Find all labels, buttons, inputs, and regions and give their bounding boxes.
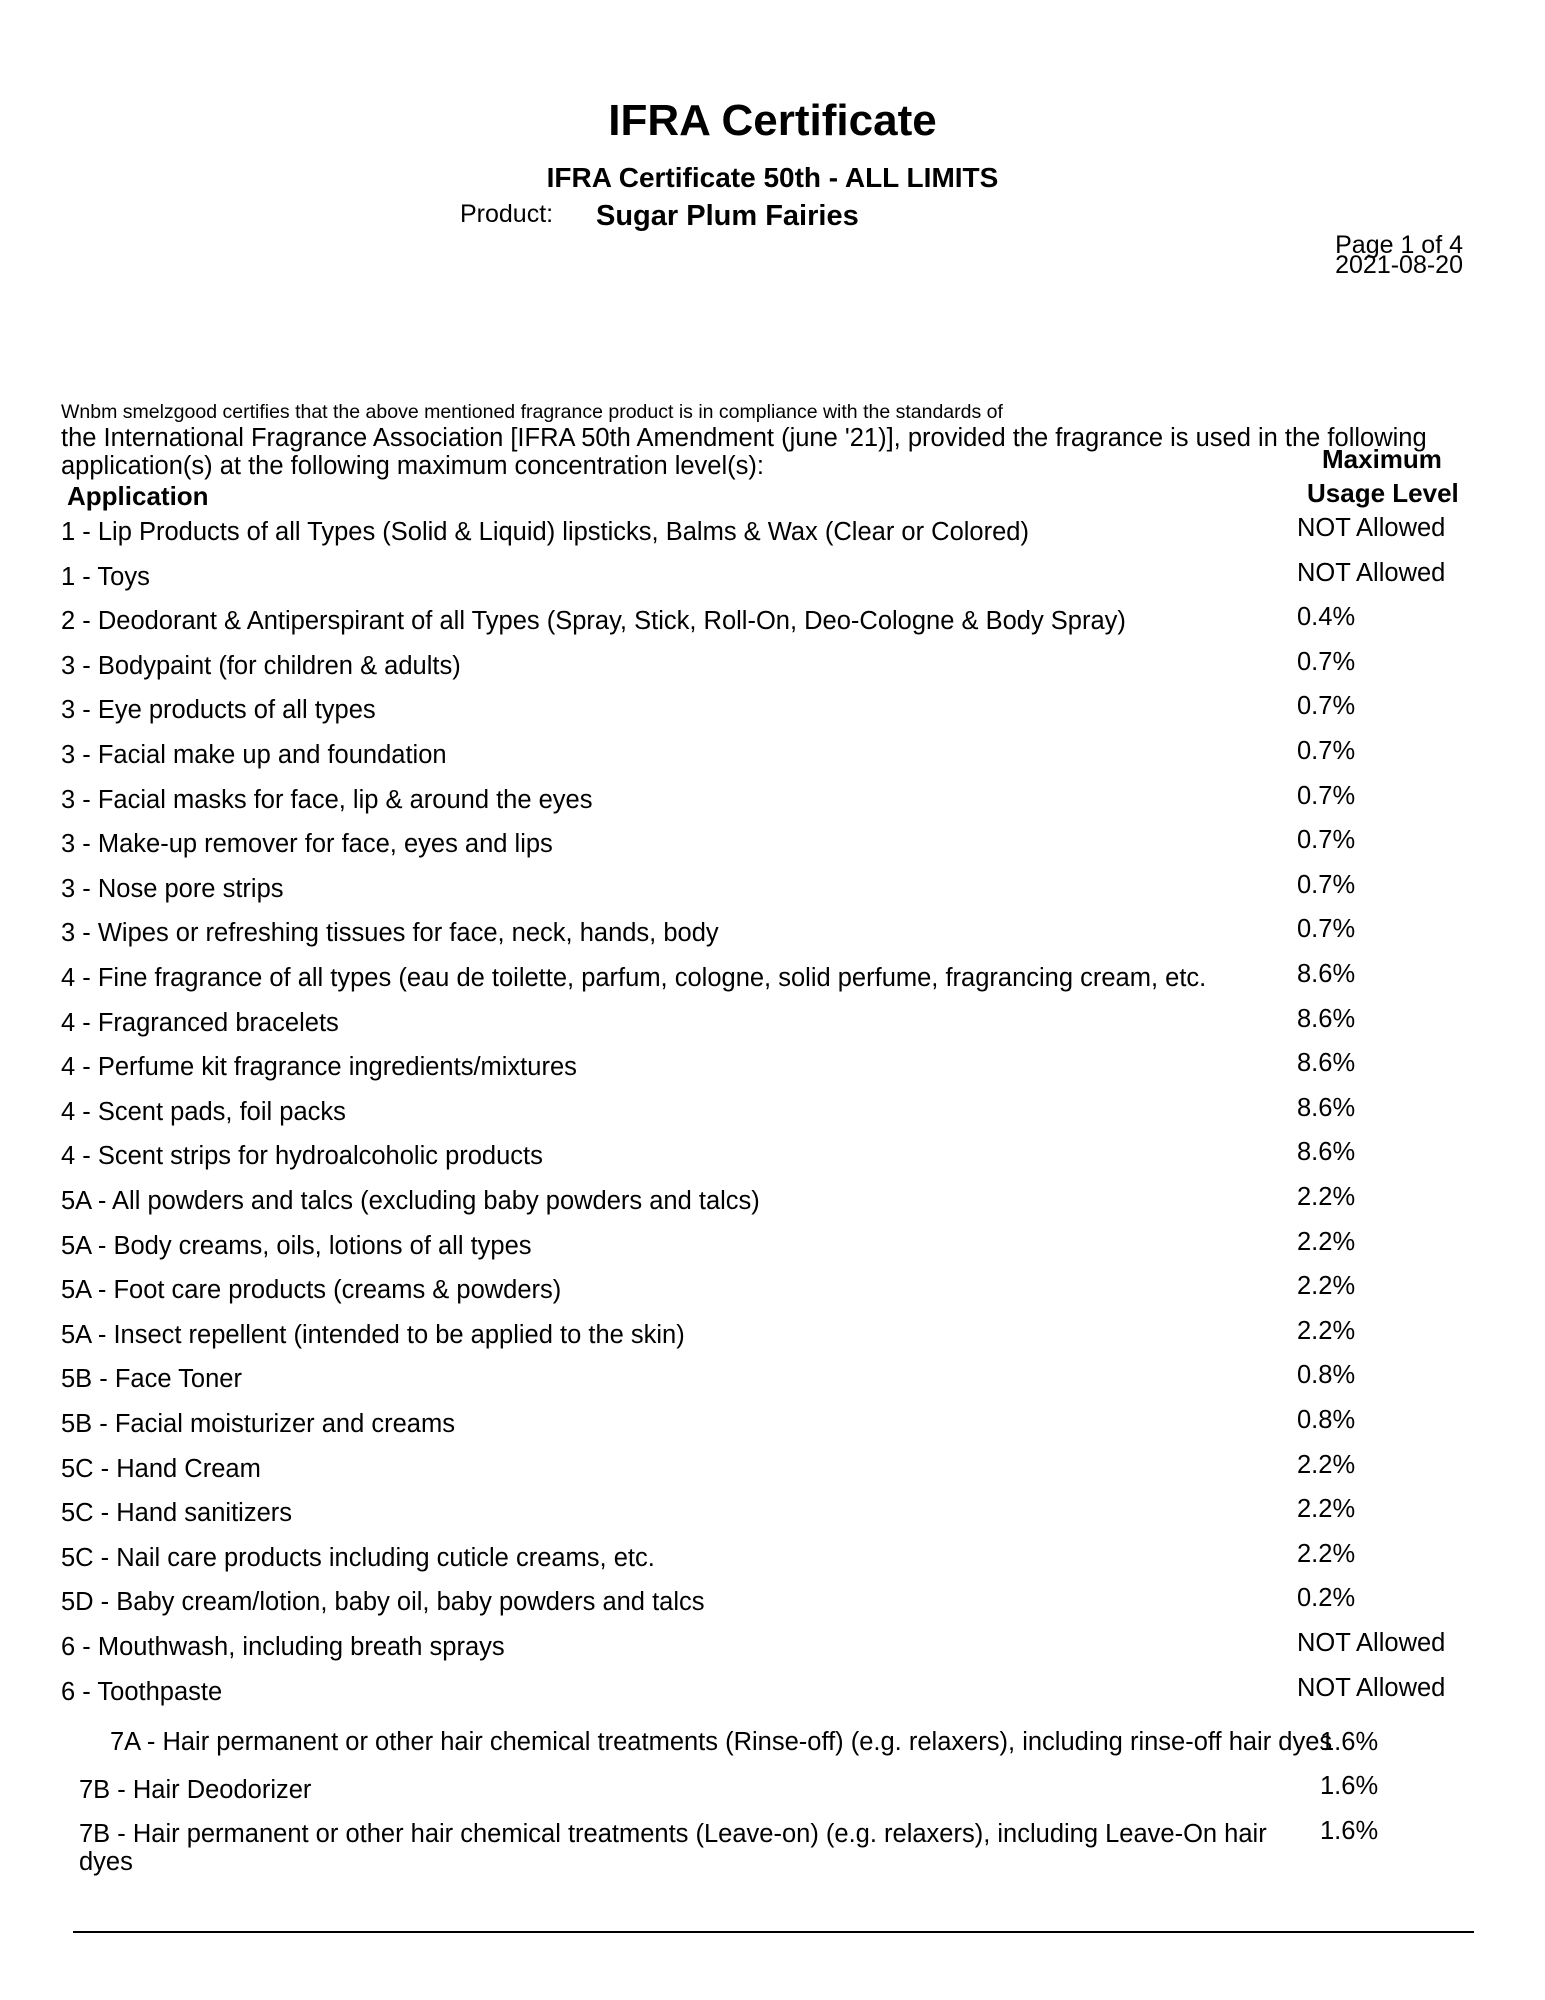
certification-text-line1: Wnbm smelzgood certifies that the above mentioned fragrance product is in compliance with the standards of bbox=[61, 401, 1003, 423]
table-row-usage-level: 0.4% bbox=[1297, 603, 1356, 632]
product-label: Product: bbox=[460, 200, 554, 228]
table-row-application: 3 - Eye products of all types bbox=[61, 696, 376, 725]
table-row-application: 2 - Deodorant & Antiperspirant of all Types (Spray, Stick, Roll-On, Deo-Cologne & Body Spray) bbox=[61, 607, 1126, 636]
table-row-7a-level: 1.6% bbox=[1320, 1728, 1379, 1756]
table-row-usage-level: 0.7% bbox=[1297, 692, 1356, 721]
page-number: Page 1 of 4 bbox=[1335, 231, 1463, 259]
table-row-usage-level: NOT Allowed bbox=[1297, 514, 1446, 542]
table-row-application: 3 - Bodypaint (for children & adults) bbox=[61, 651, 461, 680]
table-row-usage-level: 8.6% bbox=[1297, 1004, 1356, 1033]
table-row-usage-level: 0.7% bbox=[1297, 915, 1356, 944]
table-row-usage-level: 8.6% bbox=[1297, 1138, 1356, 1167]
table-row-usage-level: 2.2% bbox=[1297, 1450, 1356, 1479]
table-row-7b-leave-on-application-line1: 7B - Hair permanent or other hair chemical treatments (Leave-on) (e.g. relaxers), including Leave-On hair bbox=[79, 1820, 1267, 1848]
table-row-application: 5B - Face Toner bbox=[61, 1365, 242, 1394]
table-row-usage-level: 0.8% bbox=[1297, 1361, 1356, 1390]
table-row-usage-level: 0.7% bbox=[1297, 826, 1356, 855]
table-row-application: 3 - Facial masks for face, lip & around the eyes bbox=[61, 785, 593, 814]
certification-text-line2: the International Fragrance Association [IFRA 50th Amendment (june '21)], provided the fragrance is used in the following bbox=[61, 424, 1427, 452]
table-row-application: 4 - Scent strips for hydroalcoholic products bbox=[61, 1142, 543, 1171]
column-header-maximum: Maximum bbox=[1322, 444, 1442, 474]
table-row-application: 1 - Toys bbox=[61, 562, 150, 591]
certificate-subtitle: IFRA Certificate 50th - ALL LIMITS bbox=[546, 162, 999, 193]
table-row-application: 6 - Mouthwash, including breath sprays bbox=[61, 1633, 505, 1661]
table-row-application: 4 - Fragranced bracelets bbox=[61, 1008, 339, 1037]
table-row-usage-level: 2.2% bbox=[1297, 1272, 1356, 1301]
table-row-usage-level: 0.2% bbox=[1297, 1584, 1356, 1613]
table-row-usage-level: NOT Allowed bbox=[1297, 1629, 1446, 1657]
table-row-usage-level: 0.7% bbox=[1297, 870, 1356, 899]
table-row-usage-level: 2.2% bbox=[1297, 1495, 1356, 1524]
table-row-application: 3 - Make-up remover for face, eyes and lips bbox=[61, 830, 553, 859]
table-row-application: 6 - Toothpaste bbox=[61, 1677, 223, 1706]
table-row-application: 5A - All powders and talcs (excluding baby powders and talcs) bbox=[61, 1187, 760, 1215]
table-row-application: 4 - Scent pads, foil packs bbox=[61, 1097, 346, 1126]
column-header-application: Application bbox=[67, 481, 209, 511]
table-row-application: 1 - Lip Products of all Types (Solid & Liquid) lipsticks, Balms & Wax (Clear or Colored) bbox=[61, 518, 1029, 546]
table-row-application: 5C - Hand sanitizers bbox=[61, 1499, 293, 1528]
footer-divider bbox=[73, 1931, 1474, 1933]
table-row-usage-level: 8.6% bbox=[1297, 1049, 1356, 1078]
table-row-application: 5C - Hand Cream bbox=[61, 1454, 261, 1483]
table-row-application: 4 - Perfume kit fragrance ingredients/mixtures bbox=[61, 1053, 577, 1082]
table-row-application: 5D - Baby cream/lotion, baby oil, baby powders and talcs bbox=[61, 1588, 705, 1617]
table-row-application: 5C - Nail care products including cuticle creams, etc. bbox=[61, 1543, 655, 1572]
table-row-7b-leave-on-level: 1.6% bbox=[1320, 1817, 1379, 1845]
table-row-usage-level: 2.2% bbox=[1297, 1227, 1356, 1256]
table-row-application: 3 - Nose pore strips bbox=[61, 874, 284, 903]
table-row-usage-level: 0.7% bbox=[1297, 737, 1356, 765]
table-row-usage-level: 8.6% bbox=[1297, 1093, 1356, 1122]
table-row-application: 3 - Facial make up and foundation bbox=[61, 741, 447, 769]
product-name: Sugar Plum Fairies bbox=[596, 200, 859, 232]
table-row-application: 5A - Foot care products (creams & powders) bbox=[61, 1276, 562, 1305]
table-row-application: 5A - Body creams, oils, lotions of all types bbox=[61, 1231, 532, 1260]
column-header-usage-level: Usage Level bbox=[1307, 478, 1459, 508]
table-row-usage-level: NOT Allowed bbox=[1297, 1673, 1446, 1702]
table-row-usage-level: 2.2% bbox=[1297, 1539, 1356, 1568]
table-row-usage-level: NOT Allowed bbox=[1297, 558, 1446, 587]
table-row-usage-level: 0.7% bbox=[1297, 647, 1356, 676]
table-row-application: 5B - Facial moisturizer and creams bbox=[61, 1410, 455, 1438]
table-row-application: 4 - Fine fragrance of all types (eau de toilette, parfum, cologne, solid perfume, fragrancing cream, etc. bbox=[61, 964, 1207, 992]
table-row-usage-level: 2.2% bbox=[1297, 1316, 1356, 1345]
certification-text-line3: application(s) at the following maximum concentration level(s): bbox=[61, 452, 764, 480]
table-row-application: 5A - Insect repellent (intended to be applied to the skin) bbox=[61, 1320, 685, 1349]
table-row-usage-level: 0.7% bbox=[1297, 781, 1356, 810]
table-row-usage-level: 2.2% bbox=[1297, 1183, 1356, 1211]
document-date: 2021-08-20 bbox=[1335, 251, 1463, 279]
table-row-7a-application: 7A - Hair permanent or other hair chemical treatments (Rinse-off) (e.g. relaxers), including rinse-off hair dyes bbox=[110, 1728, 1333, 1756]
table-row-7b-deodorizer-application: 7B - Hair Deodorizer bbox=[79, 1776, 312, 1804]
table-row-7b-deodorizer-level: 1.6% bbox=[1320, 1772, 1379, 1800]
page-info bbox=[1335, 231, 1463, 279]
table-row-7b-leave-on-application-line2: dyes bbox=[79, 1848, 133, 1876]
table-row-usage-level: 0.8% bbox=[1297, 1406, 1356, 1434]
page-title: IFRA Certificate bbox=[608, 96, 937, 145]
table-row-usage-level: 8.6% bbox=[1297, 960, 1356, 988]
table-row-application: 3 - Wipes or refreshing tissues for face, neck, hands, body bbox=[61, 919, 719, 948]
